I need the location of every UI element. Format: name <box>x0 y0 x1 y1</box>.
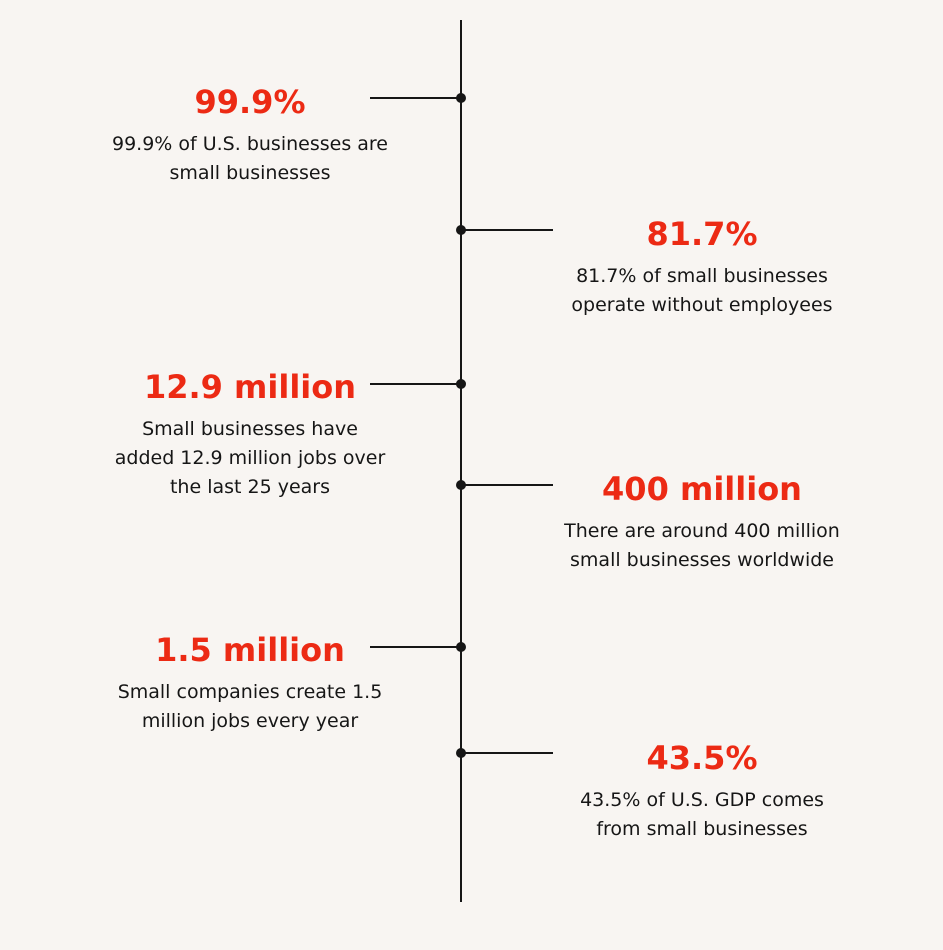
stat-description-3-line2: added 12.9 million jobs over <box>114 447 386 469</box>
stat-description-5-line1: Small companies create 1.5 <box>117 681 383 703</box>
stat-description-6-line1: 43.5% of U.S. GDP comes <box>580 789 824 811</box>
stat-description-3 <box>30 415 470 502</box>
stat-description-4-line2: small businesses worldwide <box>570 549 834 571</box>
stat-description-3-line1: Small businesses have <box>142 418 358 440</box>
stat-block-3 <box>30 367 470 502</box>
stat-description-4-line1: There are around 400 million <box>564 520 840 542</box>
stat-description-1-line1: 99.9% of U.S. businesses are <box>111 133 388 155</box>
timeline-dot-2 <box>456 225 466 235</box>
stat-description-1 <box>30 130 470 188</box>
stat-value-2: 81.7% <box>646 215 758 253</box>
stat-block-2 <box>482 214 922 320</box>
stat-block-4 <box>482 469 922 575</box>
stat-block-5 <box>30 630 470 736</box>
stat-description-5-line2: million jobs every year <box>141 710 359 732</box>
stat-description-6-line2: from small businesses <box>596 818 808 840</box>
stat-block-1 <box>30 82 470 188</box>
stat-description-6 <box>482 786 922 844</box>
stat-value-1: 99.9% <box>194 83 306 121</box>
stat-description-4 <box>482 517 922 575</box>
stat-value-6: 43.5% <box>646 739 758 777</box>
stat-description-2-line2: operate without employees <box>571 294 833 316</box>
stat-description-5 <box>30 678 470 736</box>
stat-description-2-line1: 81.7% of small businesses <box>576 265 828 287</box>
stat-value-5: 1.5 million <box>155 631 345 669</box>
stat-description-1-line2: small businesses <box>169 162 331 184</box>
stat-block-6 <box>482 738 922 844</box>
stat-value-4: 400 million <box>602 470 802 508</box>
stat-value-3: 12.9 million <box>143 368 357 406</box>
stat-description-3-line3: the last 25 years <box>169 476 331 498</box>
timeline-dot-6 <box>456 748 466 758</box>
timeline-dot-4 <box>456 480 466 490</box>
stat-description-2 <box>482 262 922 320</box>
